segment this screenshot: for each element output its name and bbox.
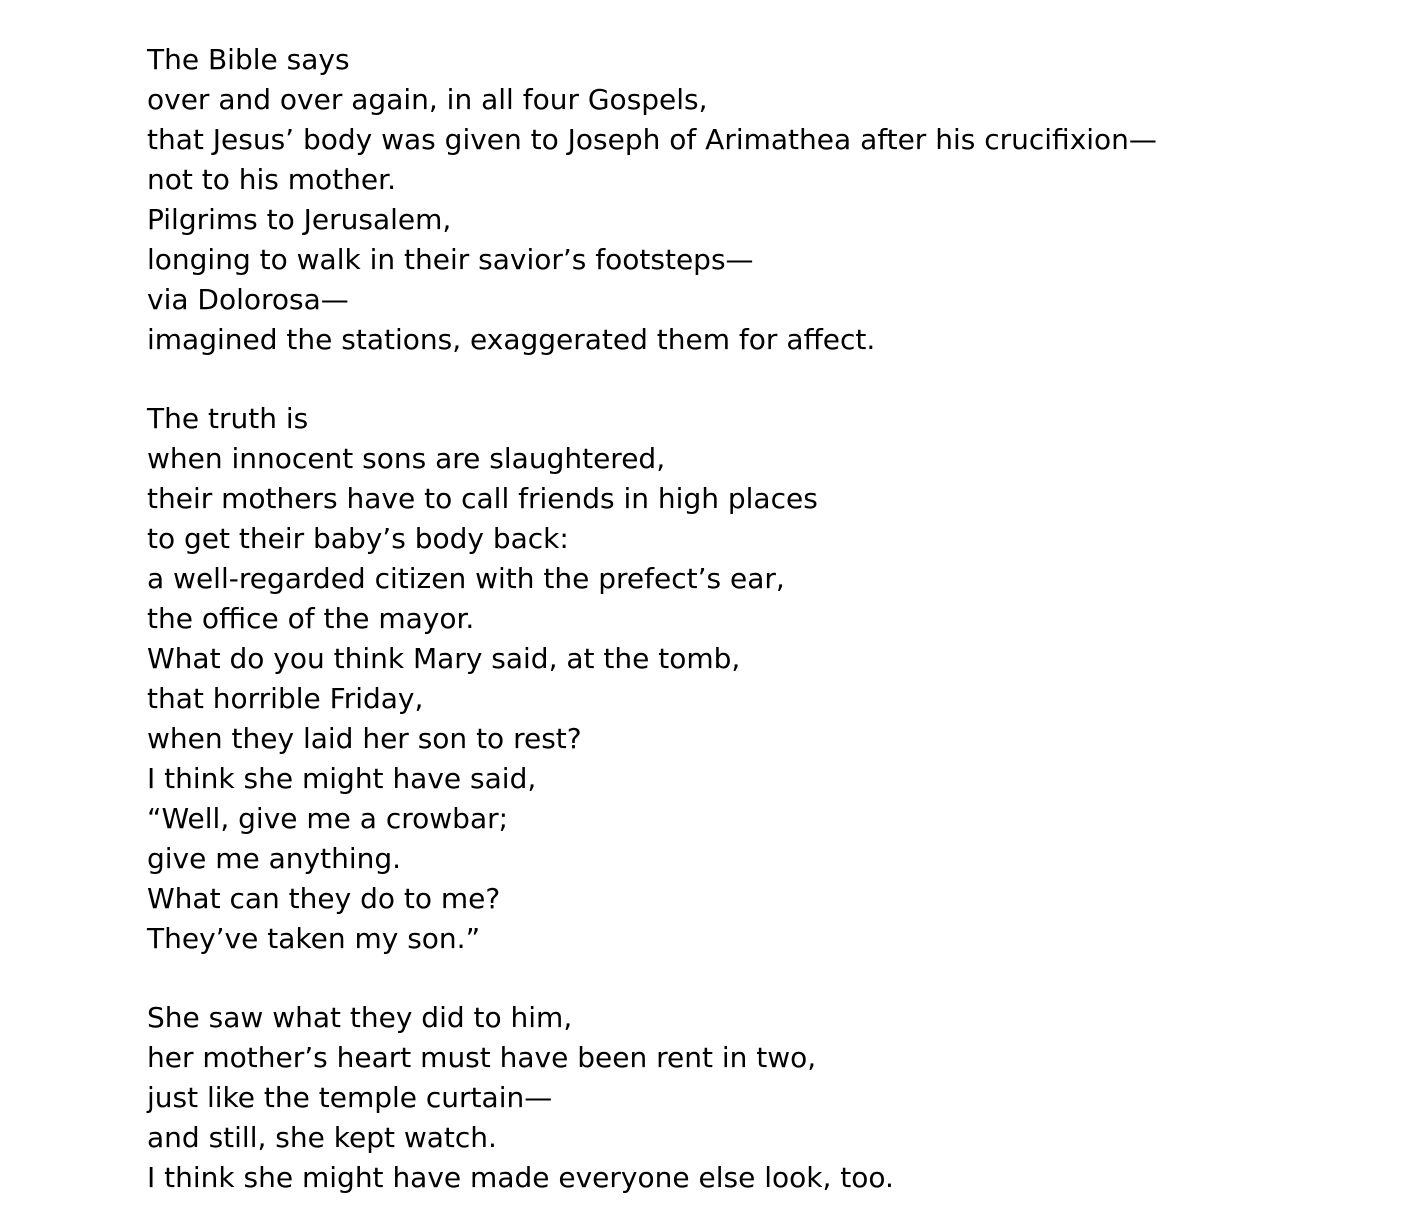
- poem-line: to get their baby’s body back:: [147, 522, 569, 555]
- poem-body: [147, 40, 1387, 1198]
- poem-line: give me anything.: [147, 842, 402, 875]
- poem-line: a well-regarded citizen with the prefect’s ear,: [147, 562, 785, 595]
- poem-line: that horrible Friday,: [147, 682, 424, 715]
- poem-line: I think she might have made everyone else look, too.: [147, 1161, 894, 1194]
- stanza-1: [147, 40, 1387, 360]
- poem-line: longing to walk in their savior’s footsteps—: [147, 243, 754, 276]
- poem-line: and still, she kept watch.: [147, 1121, 497, 1154]
- poem-line: just like the temple curtain—: [147, 1081, 553, 1114]
- stanza-2: [147, 399, 1387, 959]
- poem-line: imagined the stations, exaggerated them for affect.: [147, 323, 876, 356]
- poem-line: What do you think Mary said, at the tomb,: [147, 642, 741, 675]
- poem-line: What can they do to me?: [147, 882, 501, 915]
- poem-line: “Well, give me a crowbar;: [147, 802, 509, 835]
- poem-line: when innocent sons are slaughtered,: [147, 442, 666, 475]
- poem-line: The Bible says: [147, 43, 350, 76]
- poem-line: She saw what they did to him,: [147, 1001, 573, 1034]
- poem-line: The truth is: [147, 402, 309, 435]
- poem-line: They’ve taken my son.”: [147, 922, 481, 955]
- poem-line: Pilgrims to Jerusalem,: [147, 203, 452, 236]
- poem-line: their mothers have to call friends in high places: [147, 482, 818, 515]
- stanza-3: [147, 998, 1387, 1198]
- poem-line: not to his mother.: [147, 163, 396, 196]
- poem-line: when they laid her son to rest?: [147, 722, 582, 755]
- poem-line: I think she might have said,: [147, 762, 537, 795]
- poem-line: the office of the mayor.: [147, 602, 475, 635]
- poem-line: her mother’s heart must have been rent in two,: [147, 1041, 817, 1074]
- poem-line: over and over again, in all four Gospels,: [147, 83, 708, 116]
- poem-line: that Jesus’ body was given to Joseph of Arimathea after his crucifixion—: [147, 123, 1157, 156]
- poem-line: via Dolorosa—: [147, 283, 349, 316]
